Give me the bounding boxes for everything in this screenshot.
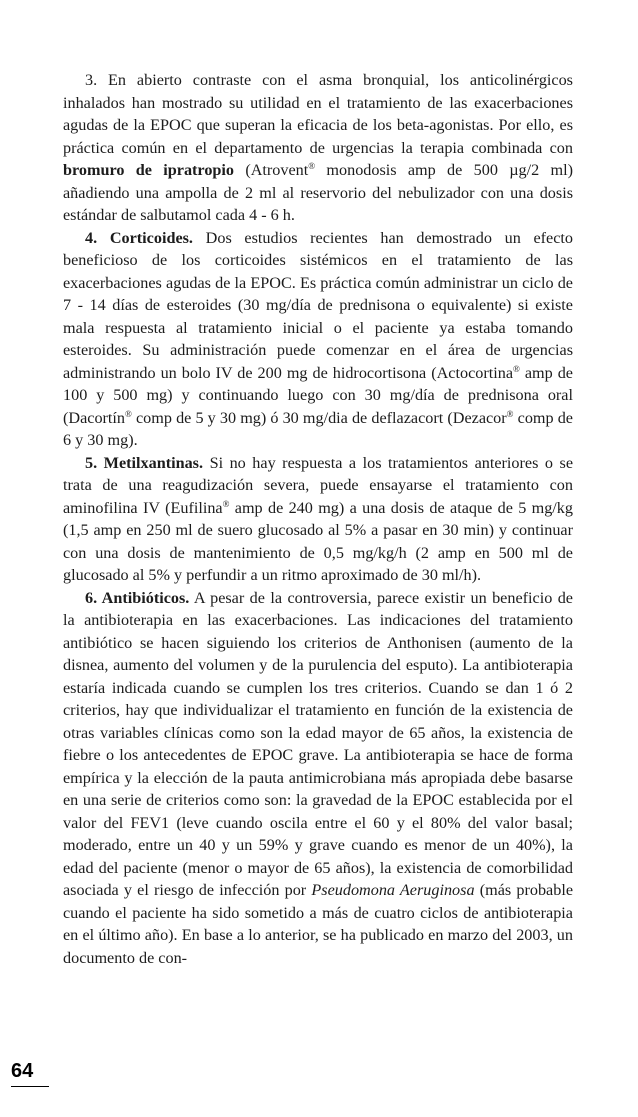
paragraph-text: A pesar de la controversia, parece existir un beneficio de la antibioterapia en las exacerbaciones. Las indicaciones del tratamiento antibiótico se hacen siguiendo los criterios de Anthonisen (aumento de la disnea, aumento del volumen y de la purulencia del esputo). La antibioterapia estaría indicada cuando se cumplen los tres criterios. Cuando se dan 1 ó 2 criterios, hay que individualizar el tratamiento en función de la existencia de otras variables clínicas como son la edad mayor de 65 años, la existencia de fiebre o los antecedentes de EPOC grave. La antibioterapia se hace de forma empírica y la elección de la pauta antimicrobiana más apropiada debe basarse en una serie de criterios como son: la gravedad de la EPOC establecida por el valor del FEV1 (leve cuando oscila entre el 60 y el 80% del valor basal; moderado, entre un 40 y un 59% y grave cuando es menor de un 40%), la edad del paciente (menor o mayor de 65 años), la existencia de comorbilidad asociada y el riesgo de infección por (63, 588, 573, 899)
paragraph-ipratropio (63, 69, 573, 227)
registered-mark: ® (513, 363, 520, 374)
registered-mark: ® (308, 161, 316, 171)
page-number: 64 (11, 1060, 34, 1082)
section-heading: 6. Antibióticos. (85, 588, 190, 607)
paragraph-text: amp de 240 mg) a una dosis de ataque de 5 mg/kg (1,5 amp en 250 ml de suero glucosado al 5% a pasar en 30 min) y continuar con una dosis de mantenimiento de 0,5 mg/kg/h (2 amp en 500 ml de glucosado al 5% y perfundir a un ritmo aproximado de 30 ml/h). (63, 498, 573, 584)
paragraph-text: Dos estudios recientes han demostrado un efecto beneficioso de los corticoides sistémicos en el tratamiento de las exacerbaciones agudas de la EPOC. Es práctica común administrar un ciclo de 7 - 14 días de esteroides (30 mg/día de prednisona o equivalente) si existe mala respuesta al tratamiento inicial o el paciente ya estaba tomando esteroides. Su administración puede comenzar en el área de urgencias administrando un bolo IV de 200 mg de hidrocortisona (Actocortina (63, 228, 574, 382)
paragraph-text: 3. En abierto contraste con el asma bronquial, los anticolinérgicos inhalados han mostrado su utilidad en el tratamiento de las exacerbaciones agudas de la EPOC que superan la eficacia de los beta-agonistas. Por ello, es práctica común en el departamento de urgencias la terapia combinada con (63, 71, 573, 157)
paragraph-antibioticos (63, 587, 573, 970)
paragraph-corticoides (63, 227, 573, 452)
paragraph-text: Si no hay respuesta a los tratamientos anteriores o se trata de una reagudización severa, puede ensayarse el tratamiento con aminofilina IV (Eufilina (63, 453, 574, 517)
section-heading: 4. Corticoides. (85, 228, 193, 247)
registered-mark: ® (506, 408, 514, 419)
paragraph-text: comp de 6 y 30 mg). (63, 408, 573, 449)
drug-name-bold: bromuro de ipratropio (63, 161, 235, 179)
paragraph-text: monodosis amp de 500 µg/2 ml) añadiendo una ampolla de 2 ml al reservorio del nebulizador con una dosis estándar de salbutamol cada 4 - 6 h. (63, 161, 574, 224)
registered-mark: ® (222, 498, 230, 509)
paragraph-metilxantinas (63, 452, 573, 587)
page-number-rule (11, 1086, 49, 1087)
paragraph-text: (más probable cuando el paciente ha sido sometido a más de cuatro ciclos de antibioterapia en el último año). En base a lo anterior, se ha publicado en marzo del 2003, un documento de con- (63, 881, 574, 967)
pathogen-name-italic: Pseudomona Aeruginosa (311, 881, 475, 899)
registered-mark: ® (125, 408, 132, 419)
section-heading: 5. Metilxantinas. (85, 453, 204, 472)
paragraph-text: comp de 5 y 30 mg) ó 30 mg/dia de deflazacort (Dezacor (131, 408, 507, 427)
paragraph-text: (Atrovent (245, 161, 309, 179)
paragraph-text: amp de 100 y 500 mg) y continuando luego con 30 mg/día de prednisona oral (Dacortín (63, 363, 573, 427)
body-text (63, 69, 573, 969)
